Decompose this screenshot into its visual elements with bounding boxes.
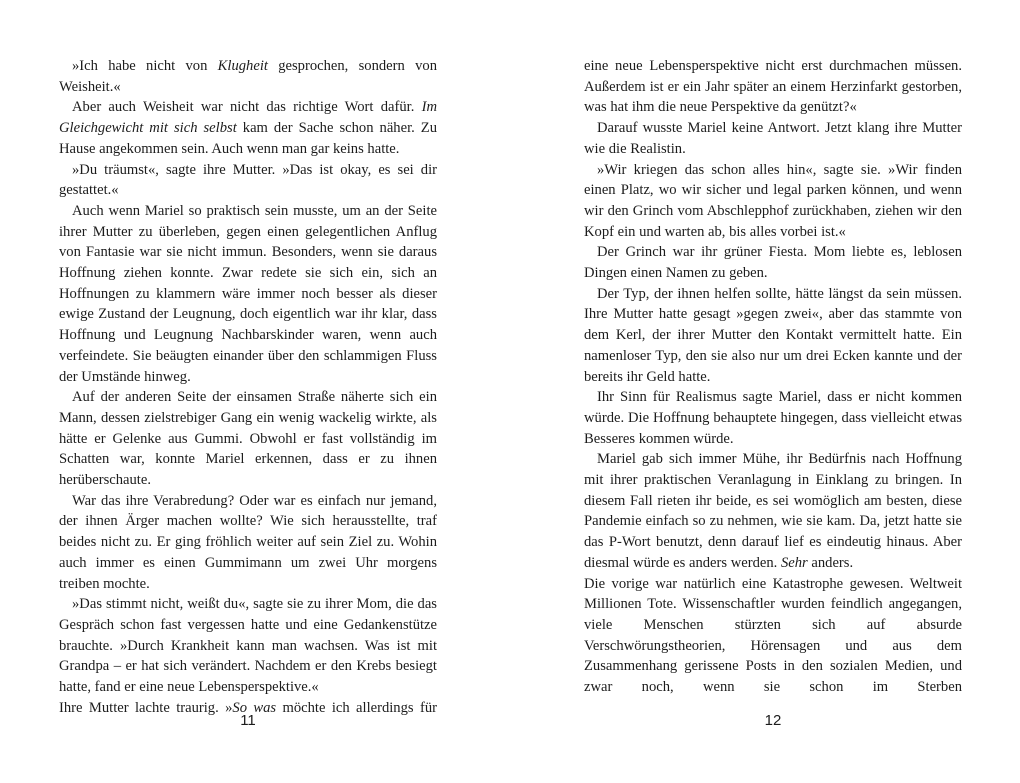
paragraph — [584, 160, 962, 243]
paragraph — [59, 201, 437, 387]
paragraph — [59, 160, 437, 201]
text-run: gesprochen, sondern von Weisheit.« — [59, 58, 437, 95]
paragraph — [584, 449, 962, 573]
text-run: Ihr Sinn für Realismus sagte Mariel, dass er nicht kommen würde. Die Hoffnung behauptete hingegen, dass vielleicht etwas Besseres kommen würde. — [584, 389, 962, 447]
paragraph — [59, 97, 437, 159]
page-number-right: 12 — [764, 712, 782, 729]
paragraph — [584, 56, 962, 118]
paragraph — [584, 574, 962, 698]
text-run: Darauf wusste Mariel keine Antwort. Jetzt klang ihre Mutter wie die Realistin. — [584, 120, 962, 157]
italic-text: So was — [232, 699, 277, 716]
text-run: möchte ich allerdings für — [276, 699, 437, 716]
text-run: War das ihre Verabredung? Oder war es einfach nur jemand, der ihnen Ärger machen wollte? Wie sich herausstellte, traf beides nicht zu. Er ging fröhlich weiter auf sein Ziel zu. Wohin auch immer es einen Gummimann um zwei Uhr morgens treiben mochte. — [59, 492, 437, 592]
paragraph — [584, 118, 962, 159]
text-run: Mariel gab sich immer Mühe, ihr Bedürfnis nach Hoffnung mit ihrer praktischen Veranlagung in Einklang zu bringen. In diesem Fall rieten ihr beide, es sei womöglich am besten, diese Pandemie einfach so zu nehmen, wie sie kam. Da, jetzt hatte sie das P-Wort benutzt, denn darauf lief es eindeutig hinaus. Aber diesmal würde es anders werden. — [584, 451, 962, 571]
text-run: »Du träumst«, sagte ihre Mutter. »Das ist okay, es sei dir gestattet.« — [59, 161, 437, 199]
paragraph — [59, 56, 437, 97]
left-page — [59, 56, 437, 719]
text-run: Auf der anderen Seite der einsamen Straße näherte sich ein Mann, dessen zielstrebiger Gang ein wenig wackelig wirkte, als hätte er Gelenke aus Gummi. Obwohl er fast vollständig im Schatten war, konnte Mariel erkennen, dass er zu ihnen herüberschaute. — [59, 389, 437, 489]
text-run: Der Grinch war ihr grüner Fiesta. Mom liebte es, leblosen Dingen einen Namen zu geben. — [584, 244, 962, 282]
text-run: Auch wenn Mariel so praktisch sein musste, um an der Seite ihrer Mutter zu überleben, gegen einen gelegentlichen Anflug von Fantasie war sie nicht immun. Besonders, wenn sie daraus Hoffnung ziehen konnte. Zwar redete sie sich ein, sich an Hoffnungen zu klammern wäre immer noch besser als dieser ewige Zustand der Leugnung, doch eigentlich war ihr klar, dass Hoffnung und Leugnung Nachbarskinder waren, wenn auch verfeindete. Sie beäugten einander über den schlammigen Fluss der Umstände hinweg. — [59, 202, 437, 385]
paragraph — [59, 387, 437, 491]
paragraph — [59, 491, 437, 595]
text-run: »Das stimmt nicht, weißt du«, sagte sie zu ihrer Mom, die das Gespräch schon fast vergessen hatte und eine Gedankenstütze brauchte. »Durch Krankheit kann man wachsen. Was ist mit Grandpa – er hat sich verändert. Nachdem er den Krebs besiegt hatte, fand er eine neue Lebensperspektive.« — [59, 596, 437, 696]
page-number-left: 11 — [240, 712, 256, 729]
text-run: kam der Sache schon näher. Zu Hause angekommen sein. Auch wenn man gar keins hatte. — [59, 120, 438, 157]
text-run: eine neue Lebensperspektive nicht erst durchmachen müssen. Außerdem ist er ein Jahr später an einem Herzinfarkt gestorben, was hat ihm die neue Perspektive da genützt?« — [584, 58, 962, 116]
text-run: »Wir kriegen das schon alles hin«, sagte sie. »Wir finden einen Platz, wo wir sicher und legal parken können, und wenn wir den Grinch vom Abschlepphof zurückhaben, ziehen wir den Kopf ein und warten ab, bis alles vorbei ist.« — [584, 161, 962, 240]
text-run: Die vorige war natürlich eine Katastrophe gewesen. Weltweit Millionen Tote. Wissenschaftler wurden feindlich angegangen, viele Menschen stürzten sich auf absurde Verschwörungstheorien, Hörensagen und aus dem Zusammenhang gerissene Posts in den sozialen Medien, und zwar noch, wenn sie schon im Sterben — [584, 575, 962, 696]
italic-text: Sehr — [780, 554, 808, 571]
paragraph — [59, 594, 437, 698]
right-page — [584, 56, 962, 698]
text-run: anders. — [807, 554, 854, 571]
text-run: Ihre Mutter lachte traurig. » — [59, 699, 233, 716]
text-run: »Ich habe nicht von — [72, 58, 218, 74]
text-run: Aber auch Weisheit war nicht das richtige Wort dafür. — [72, 99, 422, 116]
paragraph — [584, 284, 962, 388]
italic-text: Im Gleichgewicht mit sich selbst — [59, 99, 437, 137]
paragraph — [584, 387, 962, 449]
paragraph — [584, 242, 962, 283]
italic-text: Klugheit — [217, 58, 268, 74]
text-run: Der Typ, der ihnen helfen sollte, hätte längst da sein müssen. Ihre Mutter hatte gesagt »gegen zwei«, aber das stammte von dem Kerl, der ihrer Mutter den Kontakt vermittelt hatte. Ein namenloser Typ, den sie also nur um drei Ecken kannte und der bereits ihr Geld hatte. — [584, 285, 962, 385]
